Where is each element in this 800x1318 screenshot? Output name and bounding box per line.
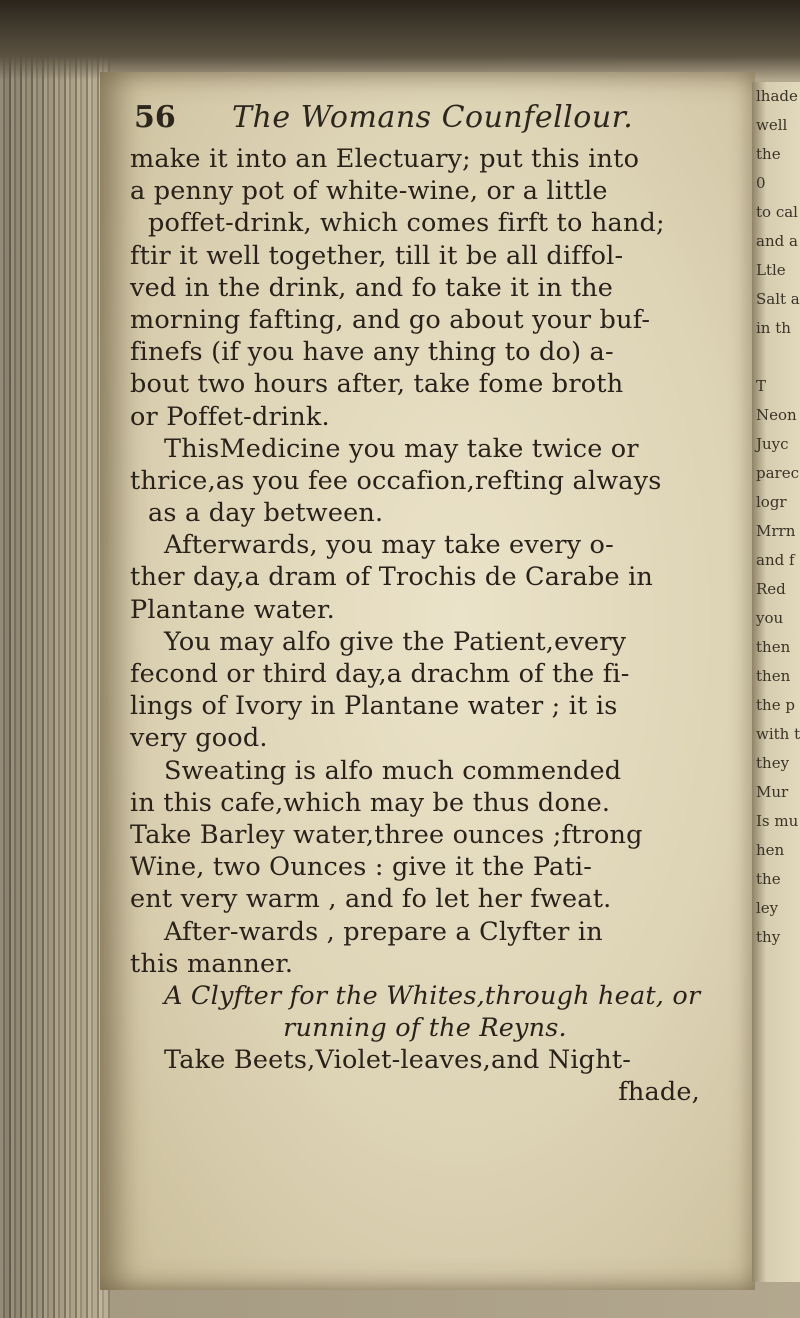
facing-page-fragment: in th (756, 319, 791, 337)
text-line: Plantane water. (130, 594, 335, 625)
section-heading-line: A Clyfter for the Whites,through heat, or (164, 980, 701, 1011)
running-title: The Womans Counfellour. (232, 100, 634, 135)
text-line: ther day,a dram of Trochis de Carabe in (130, 562, 654, 593)
text-line: ftir it well together, till it be all diffol- (130, 240, 624, 271)
facing-page-fragment: hen (756, 841, 785, 859)
text-line: or Poffet-drink. (130, 401, 330, 432)
facing-page-fragment: the p (756, 696, 795, 714)
text-line: lings of Ivory in Plantane water ; it is (130, 691, 618, 722)
page-number: 56 (134, 100, 176, 135)
text-line: a penny pot of white-wine, or a little (130, 176, 608, 207)
facing-page-fragment: Juyc (756, 435, 789, 453)
text-line: ved in the drink, and fo take it in the (130, 272, 614, 303)
facing-page-fragment: Neon (756, 406, 797, 424)
facing-page-fragment: Mrrn (756, 522, 796, 540)
text-line: Afterwards, you may take every o- (164, 530, 614, 561)
facing-page-fragment: to cal (756, 203, 798, 221)
page-header (128, 96, 728, 140)
facing-page-fragment: Ltle (756, 261, 786, 279)
text-line: morning fafting, and go about your buf- (130, 304, 651, 335)
text-line: finefs (if you have any thing to do) a- (130, 337, 614, 368)
facing-page-fragment: Salt a (756, 290, 800, 308)
facing-page-fragment: and a (756, 232, 798, 250)
text-line: this manner. (130, 948, 294, 979)
text-line: After-wards , prepare a Clyfter in (164, 916, 603, 947)
body-text (130, 143, 760, 1109)
facing-page-fragment: then (756, 638, 791, 656)
text-line: in this cafe,which may be thus done. (130, 787, 611, 818)
top-shadow (0, 0, 800, 80)
facing-page-fragment: parec (756, 464, 799, 482)
facing-page-fragment: T (756, 377, 767, 395)
text-line: as a day between. (148, 498, 384, 529)
text-line: make it into an Electuary; put this into (130, 144, 640, 174)
facing-page-fragment: ley (756, 899, 779, 917)
left-page-edges (0, 0, 110, 1318)
facing-page-fragment: well (756, 116, 788, 134)
text-line: poffet-drink, which comes firft to hand; (148, 208, 665, 239)
text-line: ent very warm , and fo let her fweat. (130, 884, 612, 915)
facing-page-fragment: 0 (756, 174, 766, 192)
facing-page-fragment: you (756, 609, 784, 627)
facing-page-fragment: with t (756, 725, 800, 743)
text-line: Wine, two Ounces : give it the Pati- (130, 852, 593, 883)
facing-page-fragment: the (756, 870, 781, 888)
text-line: ThisMedicine you may take twice or (164, 433, 639, 464)
facing-page-fragment: Mur (756, 783, 789, 801)
text-line: Sweating is alfo much commended (164, 755, 622, 786)
text-line: fecond or third day,a drachm of the fi- (130, 659, 630, 689)
facing-page-fragment: and f (756, 551, 795, 569)
text-line: very good. (130, 723, 268, 754)
facing-page-fragment: they (756, 754, 790, 772)
facing-page-fragment: then (756, 667, 791, 685)
text-line: You may alfo give the Patient,every (164, 626, 627, 657)
text-line: Take Barley water,three ounces ;ftrong (130, 819, 643, 850)
facing-page-fragment: the (756, 145, 781, 163)
section-heading-line: running of the Reyns. (283, 1013, 567, 1044)
facing-page-fragment: logr (756, 493, 787, 511)
facing-page-fragment: lhade (756, 87, 798, 105)
text-line: Take Beets,Violet-leaves,and Night- (164, 1045, 632, 1076)
text-line: thrice,as you fee occafion,refting always (130, 465, 662, 496)
facing-page-fragment: thy (756, 928, 781, 946)
facing-page-fragment: Red (756, 580, 786, 598)
text-line: fhade, (618, 1077, 700, 1108)
facing-page-fragment: Is mu (756, 812, 799, 830)
text-line: bout two hours after, take fome broth (130, 369, 624, 400)
